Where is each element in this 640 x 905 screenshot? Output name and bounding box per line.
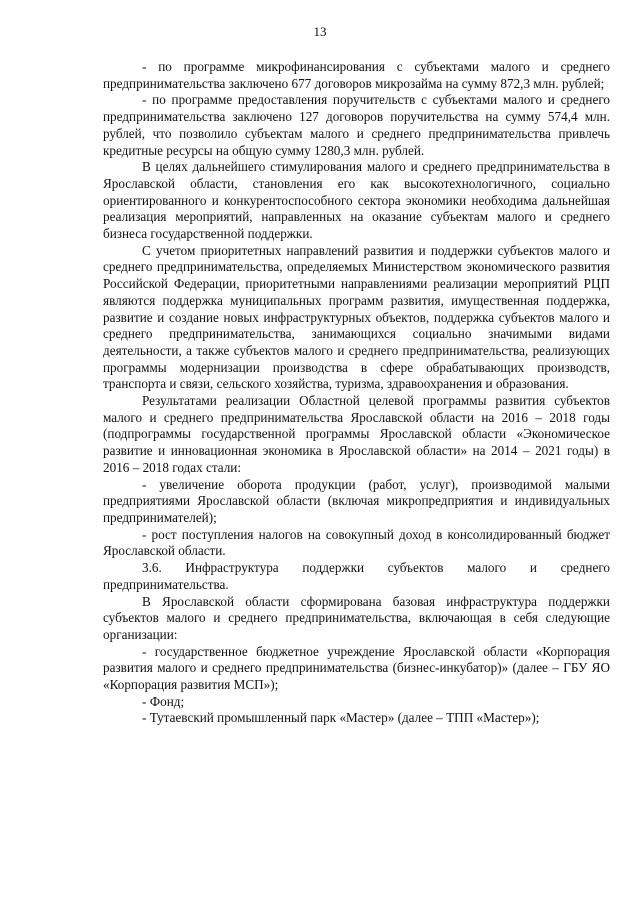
list-item-corporation: - государственное бюджетное учреждение Ярославской области «Корпорация развития малого и среднего предпринимательства (бизнес-инкубатор)» (далее – ГБУ ЯО «Корпорация развития МСП»); (103, 643, 610, 693)
paragraph-priorities: С учетом приоритетных направлений развития и поддержки субъектов малого и среднего предпринимательства, определяемых Министерством экономического развития Российской Федерации, приоритетными направлениями реализации мероприятий РЦП являются поддержка муниципальных программ развития, имущественная поддержка, развитие и создание новых инфраструктурных объектов, поддержка субъектов малого и среднего предпринимательства, занимающихся социально значимыми видами деятельности, а также субъектов малого и среднего предпринимательства, реализующих программы модернизации производства в сфере обрабатывающих производств, транспорта и связи, сельского хозяйства, туризма, здравоохранения и образования. (103, 242, 610, 392)
page-number: 13 (313, 24, 327, 39)
paragraph-turnover-increase: - увеличение оборота продукции (работ, услуг), производимой малыми предприятиями Ярославской области (включая микропредприятия и индивидуальных предпринимателей); (103, 476, 610, 525)
paragraph-tax-revenue: - рост поступления налогов на совокупный доход в консолидированный бюджет Ярославской области. (103, 526, 610, 559)
list-item-industrial-park: - Тутаевский промышленный парк «Мастер» (далее – ТПП «Мастер»); (142, 710, 540, 726)
paragraph-program-results: Результатами реализации Областной целевой программы развития субъектов малого и среднего предпринимательства Ярославской области на 2016 – 2018 годы (подпрограммы государственной программы Ярославской области «Экономическое развитие и инновационная экономика в Ярославской области» на 2014 – 2021 годы) в 2016 – 2018 годах стали: (103, 393, 610, 475)
paragraph-microfinance: - по программе микрофинансирования с субъектами малого и среднего предпринимательства заключено 677 договоров микрозайма на сумму 872,3 млн. рублей; (103, 59, 610, 91)
paragraph-stimulation: В целях дальнейшего стимулирования малого и среднего предпринимательства в Ярославской области, становления его как высокотехнологичного, социально ориентированного и конкурентоспособного сектора экономики необходима дальнейшая реализация мероприятий, направленных на оказание субъектам малого и среднего бизнеса государственной поддержки. (103, 159, 610, 242)
document-body (103, 59, 610, 727)
paragraph-guarantees: - по программе предоставления поручительств с субъектами малого и среднего предпринимательства заключено 127 договоров поручительства на сумму 574,4 млн. рублей, что позволило субъектам малого и среднего предпринимательства привлечь кредитные ресурсы на общую сумму 1280,3 млн. рублей. (103, 92, 610, 158)
paragraph-infrastructure: В Ярославской области сформирована базовая инфраструктура поддержки субъектов малого и среднего предпринимательства, включающая в себя следующие организации: (103, 593, 610, 642)
section-heading-3-6: 3.6. Инфраструктура поддержки субъектов малого и среднего предпринимательства. (103, 560, 610, 592)
list-item-fund: - Фонд; (142, 693, 185, 709)
